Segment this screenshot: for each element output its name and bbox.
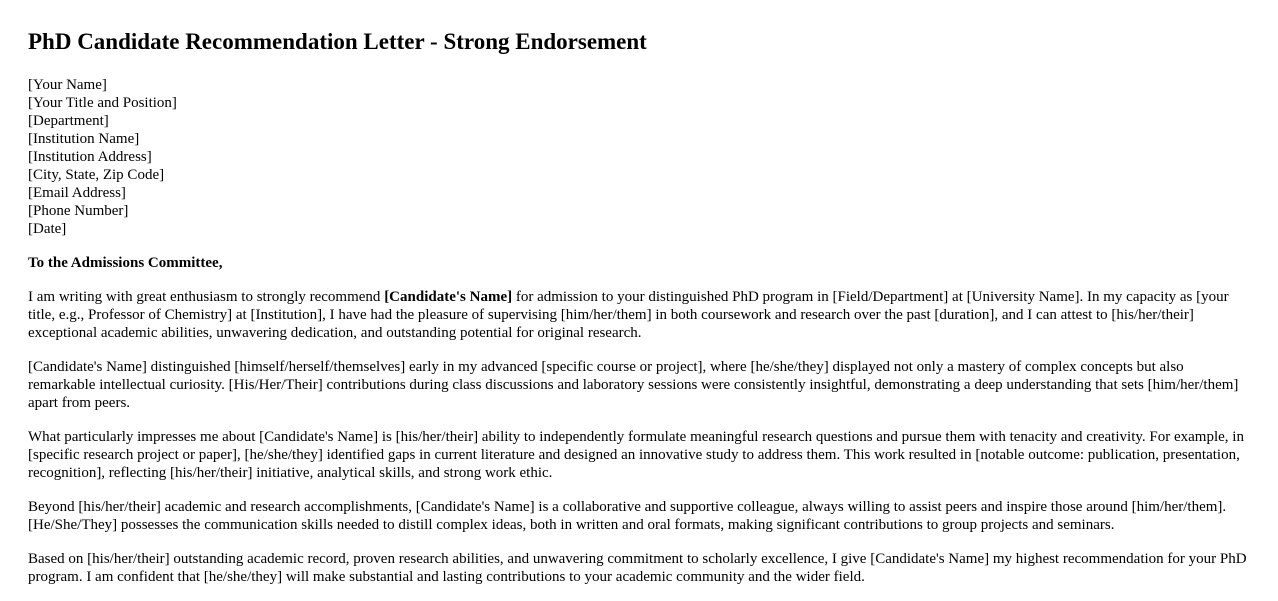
paragraph-coursework: [Candidate's Name] distinguished [himself/herself/themselves] early in my advanced [specific course or project], where [he/she/they] displayed not only a mastery of complex concepts but also remarkable intellectual curiosity. [His/Her/Their] contributions during class discussions and laboratory sessions were consistently insightful, demonstrating a deep understanding that sets [him/her/them] apart from peers. bbox=[28, 359, 1239, 411]
sender-institution-address: [Institution Address] bbox=[28, 149, 152, 165]
sender-phone: [Phone Number] bbox=[28, 203, 129, 219]
sender-name: [Your Name] bbox=[28, 77, 107, 93]
sender-email: [Email Address] bbox=[28, 185, 126, 201]
sender-institution: [Institution Name] bbox=[28, 131, 140, 147]
paragraph-collaboration: Beyond [his/her/their] academic and research accomplishments, [Candidate's Name] is a collaborative and supportive colleague, always willing to assist peers and inspire those around [him/her/them]. [He/She/They] possesses the communication skills needed to distill complex ideas, both in written and oral formats, making significant contributions to group projects and seminars. bbox=[28, 499, 1227, 533]
letter-document bbox=[28, 0, 1250, 586]
sender-department: [Department] bbox=[28, 113, 109, 129]
salutation: To the Admissions Committee, bbox=[28, 255, 223, 271]
letter-date: [Date] bbox=[28, 221, 67, 237]
paragraph-introduction bbox=[28, 288, 1250, 342]
page-title: PhD Candidate Recommendation Letter - Strong Endorsement bbox=[28, 29, 647, 54]
sender-address-block bbox=[28, 76, 1250, 238]
intro-text-start: I am writing with great enthusiasm to strongly recommend bbox=[28, 289, 385, 305]
intro-text-end: for admission to your distinguished PhD program in [Field/Department] at [University Name]. In my capacity as [your title, e.g., Professor of Chemistry] at [Institution], I have had the pleasure of supervising [him/her/them] in both coursework and research over the past [duration], and I can attest to [his/her/their] exceptional academic abilities, unwavering dedication, and outstanding potential for original research. bbox=[28, 289, 1229, 341]
sender-city-state-zip: [City, State, Zip Code] bbox=[28, 167, 165, 183]
candidate-name-bold: [Candidate's Name] bbox=[384, 289, 513, 305]
paragraph-research: What particularly impresses me about [Candidate's Name] is [his/her/their] ability to independently formulate meaningful research questions and pursue them with tenacity and creativity. For example, in [specific research project or paper], [he/she/they] identified gaps in current literature and designed an innovative study to address them. This work resulted in [notable outcome: publication, presentation, recognition], reflecting [his/her/their] initiative, analytical skills, and strong work ethic. bbox=[28, 429, 1244, 481]
paragraph-conclusion: Based on [his/her/their] outstanding academic record, proven research abilities, and unwavering commitment to scholarly excellence, I give [Candidate's Name] my highest recommendation for your PhD program. I am confident that [he/she/they] will make substantial and lasting contributions to your academic community and the wider field. bbox=[28, 551, 1247, 585]
sender-title: [Your Title and Position] bbox=[28, 95, 177, 111]
